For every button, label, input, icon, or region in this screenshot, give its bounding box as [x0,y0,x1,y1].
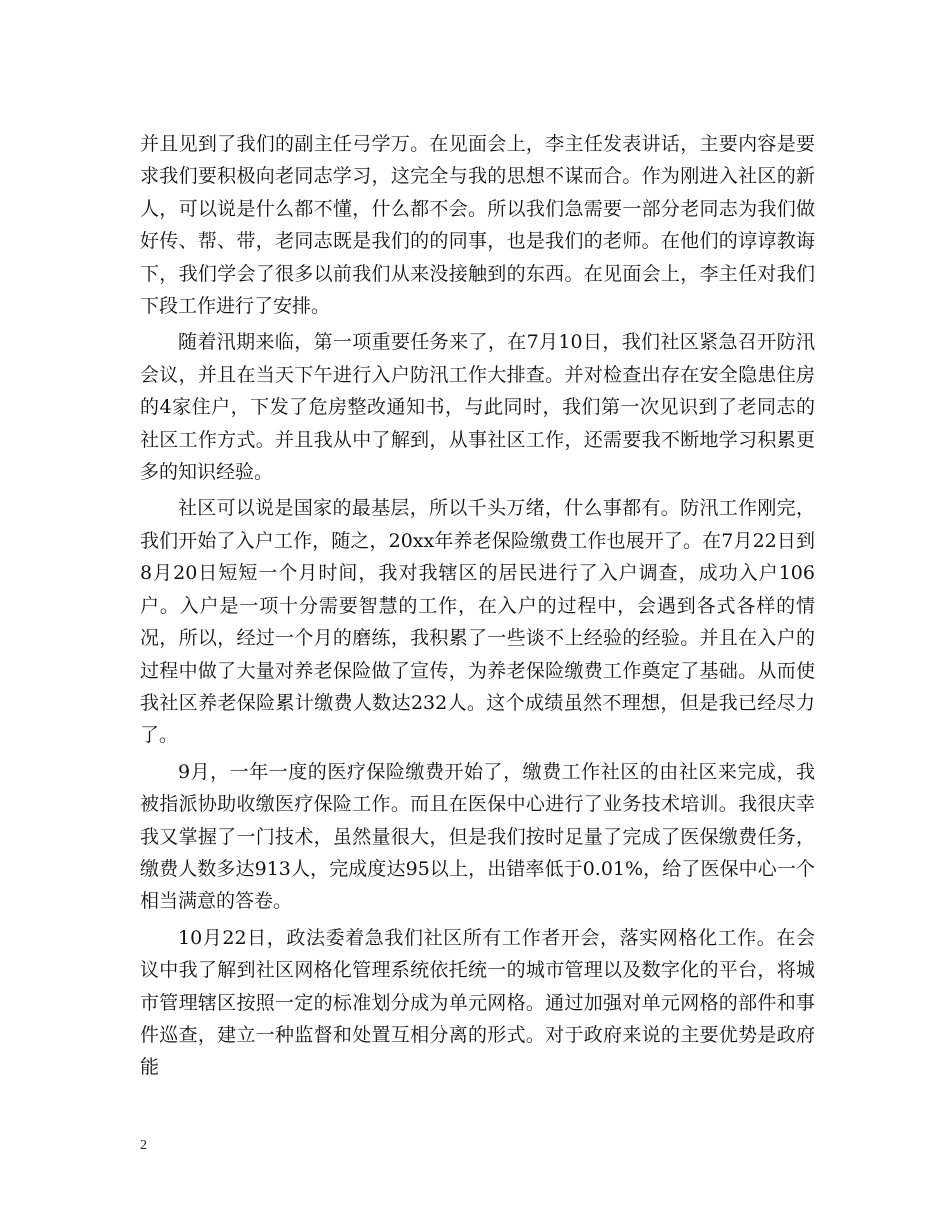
paragraph-5: 10月22日，政法委着急我们社区所有工作者开会，落实网格化工作。在会议中我了解到社区网格化管理系统依托统一的城市管理以及数字化的平台，将城市管理辖区按照一定的标准划分成为单元网格。通过加强对单元网格的部件和事件巡查，建立一种监督和处置互相分离的形式。对于政府来说的主要优势是政府能 [140,926,815,1079]
paragraph-1: 并且见到了我们的副主任弓学万。在见面会上，李主任发表讲话，主要内容是要求我们要积极向老同志学习，这完全与我的思想不谋而合。作为刚进入社区的新人，可以说是什么都不懂，什么都不会。所以我们急需要一部分老同志为我们做好传、帮、带，老同志既是我们的的同事，也是我们的老师。在他们的谆谆教诲下，我们学会了很多以前我们从来没接触到的东西。在见面会上，李主任对我们下段工作进行了安排。 [140,133,815,318]
paragraph-2: 随着汛期来临，第一项重要任务来了，在7月10日，我们社区紧急召开防汛会议，并且在当天下午进行入户防汛工作大排查。并对检查出存在安全隐患住房的4家住户，下发了危房整改通知书，与此同时，我们第一次见识到了老同志的社区工作方式。并且我从中了解到，从事社区工作，还需要我不断地学习积累更多的知识经验。 [140,331,815,484]
document-body [140,128,815,1088]
paragraph-3: 社区可以说是国家的最基层，所以千头万绪，什么事都有。防汛工作刚完，我们开始了入户工作，随之，20xx年养老保险缴费工作也展开了。在7月22日到8月20日短短一个月时间，我对我辖区的居民进行了入户调查，成功入户106户。入户是一项十分需要智慧的工作，在入户的过程中，会遇到各式各样的情况，所以，经过一个月的磨练，我积累了一些谈不上经验的经验。并且在入户的过程中做了大量对养老保险做了宣传，为养老保险缴费工作奠定了基础。从而使我社区养老保险累计缴费人数达232人。这个成绩虽然不理想，但是我已经尽力了。 [140,497,815,747]
page-number: 2 [140,1138,147,1153]
paragraph-4: 9月，一年一度的医疗保险缴费开始了，缴费工作社区的由社区来完成，我被指派协助收缴医疗保险工作。而且在医保中心进行了业务技术培训。我很庆幸我又掌握了一门技术，虽然量很大，但是我们按时足量了完成了医保缴费任务，缴费人数多达913人，完成度达95以上，出错率低于0.01%，给了医保中心一个相当满意的答卷。 [140,760,815,913]
